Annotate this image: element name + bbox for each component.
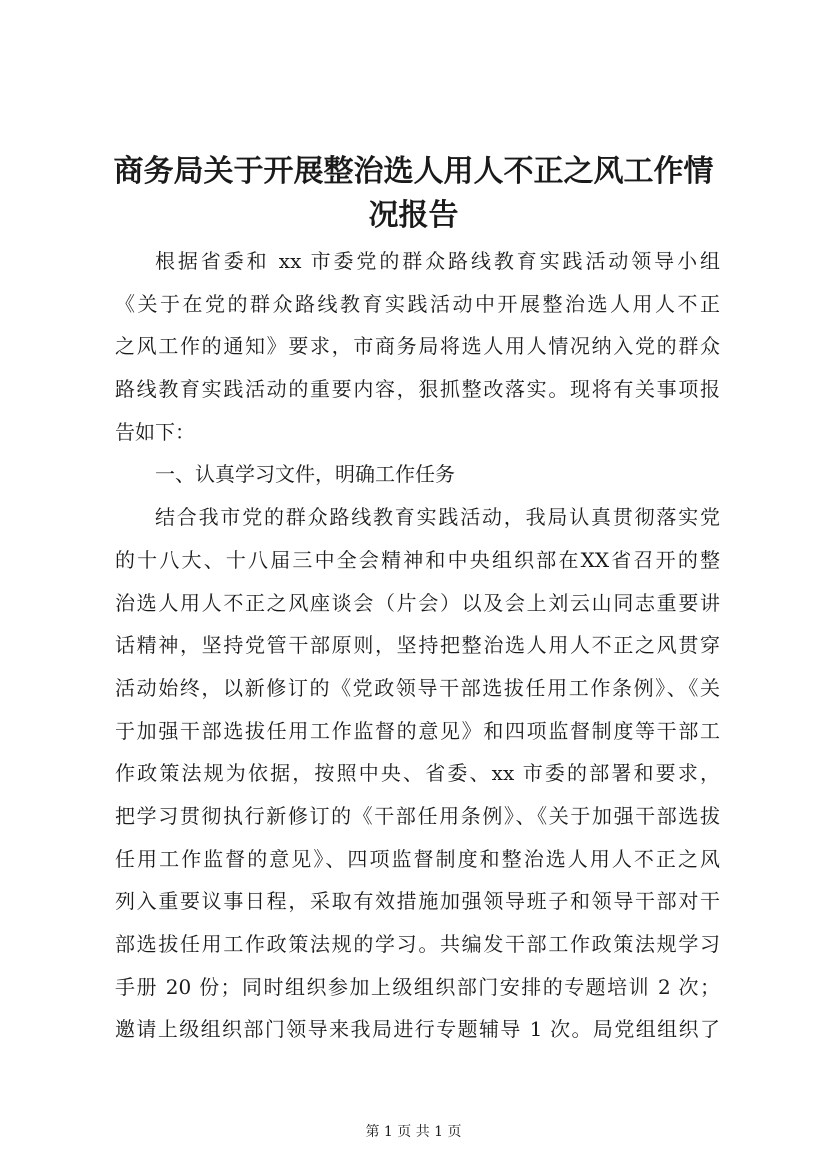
paragraph-line: 手册 20 份；同时组织参加上级组织部门安排的专题培训 2 次； — [115, 974, 720, 999]
paragraph-line: 作政策法规为依据，按照中央、省委、xx 市委的部署和要求， — [115, 761, 720, 786]
document-body — [115, 240, 720, 1051]
paragraph-line: 话精神，坚持党管干部原则，坚持把整治选人用人不正之风贯穿 — [115, 633, 720, 658]
paragraph-line: 活动始终，以新修订的《党政领导干部选拔任用工作条例》、《关 — [115, 675, 720, 700]
page-footer: 第 1 页 共 1 页 — [365, 1124, 462, 1140]
paragraph-line: 根据省委和 xx 市委党的群众路线教育实践活动领导小组 — [155, 249, 720, 273]
paragraph-line: 把学习贯彻执行新修订的《干部任用条例》、《关于加强干部选拔 — [115, 803, 720, 828]
paragraph-line: 路线教育实践活动的重要内容，狠抓整改落实。现将有关事项报 — [115, 377, 720, 402]
paragraph-line: 的十八大、十八届三中全会精神和中央组织部在XX省召开的整 — [115, 547, 720, 572]
paragraph-line: 《关于在党的群众路线教育实践活动中开展整治选人用人不正 — [115, 291, 720, 316]
title-line-2: 况报告 — [368, 198, 459, 233]
section-heading: 一、认真学习文件，明确工作任务 — [155, 462, 455, 487]
paragraph-line: 于加强干部选拔任用工作监督的意见》和四项监督制度等干部工 — [115, 718, 720, 743]
paragraph-line: 列入重要议事日程，采取有效措施加强领导班子和领导干部对干 — [115, 889, 720, 914]
title-line-1: 商务局关于开展整治选人用人不正之风工作情 — [113, 154, 714, 189]
paragraph-line: 告如下： — [115, 419, 195, 444]
paragraph-line: 治选人用人不正之风座谈会（片会）以及会上刘云山同志重要讲 — [115, 590, 720, 615]
paragraph-line: 任用工作监督的意见》、四项监督制度和整治选人用人不正之风 — [115, 846, 720, 871]
paragraph-line: 邀请上级组织部门领导来我局进行专题辅导 1 次。局党组组织了 — [115, 1017, 720, 1042]
document-title — [90, 150, 737, 238]
paragraph-line: 部选拔任用工作政策法规的学习。共编发干部工作政策法规学习 — [115, 932, 720, 956]
paragraph-line: 之风工作的通知》要求，市商务局将选人用人情况纳入党的群众 — [115, 334, 720, 359]
paragraph-line: 结合我市党的群众路线教育实践活动，我局认真贯彻落实党 — [155, 505, 720, 530]
